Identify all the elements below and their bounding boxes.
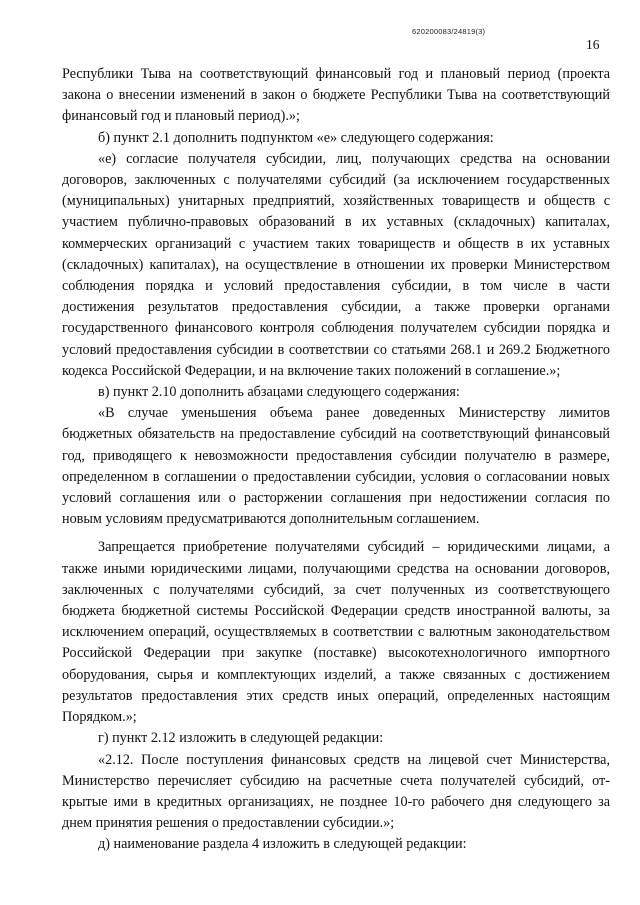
document-code: 620200083/24819(3)	[412, 27, 486, 36]
paragraph-continuation: Республики Тыва на соответствующий финансовый год и плановый период (проекта закона о внесении изменений в закон о бюджете Республики Тыва на соответствующий финансовый год и плановый период).»;	[62, 66, 610, 125]
paragraph-amendment-v: в) пункт 2.10 дополнить абзацами следующего содержания:	[98, 384, 460, 401]
paragraph-amendment-b: б) пункт 2.1 дополнить подпунктом «е» следующего содержания:	[98, 129, 494, 146]
paragraph-clause-2-12: «2.12. После поступления финансовых средств на лицевой счет Министерства, Министерство перечисляет субсидию на расчетные счета получателей субсидий, открытые ими в кредитных организациях, не позднее 10-го рабочего дня следующего за днем принятия решения о предоставлении субсидии.»;	[62, 751, 610, 832]
paragraph-subclause-e: «е) согласие получателя субсидии, лиц, получающих средства на основании договоров, заключенных с получателями субсидий (за исключением государственных (муниципальных) унитарных предприятий, хозяйственных товариществ и обществ с участием публично-правовых образований в их уставных (складочных) капиталах, коммерческих организаций с участием таких товариществ и обществ в их уставных (складочных) капиталах), на осуществление в отношении их проверки Министерством соблюдения порядка и условий предоставления субсидии, в том числе в части достижения результатов предоставления субсидии, а также проверки органами государственного финансового контроля соблюдения получателем субсидии порядка и условий предоставления субсидии в соответствии со статьями 268.1 и 269.2 Бюджетного кодекса Российской Федерации, и на включение таких положений в соглашение.»;	[62, 150, 610, 379]
paragraph-currency-prohibition: Запрещается приобретение получателями субсидий – юридическими лицами, а также иными юридическими лицами, получающими средства на основании договоров, заключенных с получателями субсидий, за счет полученных из соответствующего бюджета бюджетной системы Российской Федерации средств иностранной валюты, за исключением операций, осуществляемых в соответствии с валютным законодательством Российской Федерации при закупке (поставке) высокотехнологичного импортного оборудования, сырья и комплектующих изделий, а также связанных с достижением результатов предоставления этих средств иных операций, определенных настоящим Порядком.»;	[62, 539, 610, 726]
paragraph-amendment-d: д) наименование раздела 4 изложить в следующей редакции:	[98, 836, 467, 853]
paragraph-budget-reduction: «В случае уменьшения объема ранее доведенных Министерству лимитов бюджетных обязательств на предоставление субсидий на соответствующий финансовый год, приводящего к невозможности предоставления субсидии получателю в размере, определенном в соглашении о предоставлении субсидии, условия о согласовании новых условий соглашения или о расторжении соглашения при недостижении согласия по новым условиям предусматриваются дополнительным соглашением.	[62, 405, 610, 528]
page-number: 16	[586, 37, 600, 52]
document-body	[62, 64, 610, 856]
paragraph-amendment-g: г) пункт 2.12 изложить в следующей редакции:	[98, 730, 384, 747]
